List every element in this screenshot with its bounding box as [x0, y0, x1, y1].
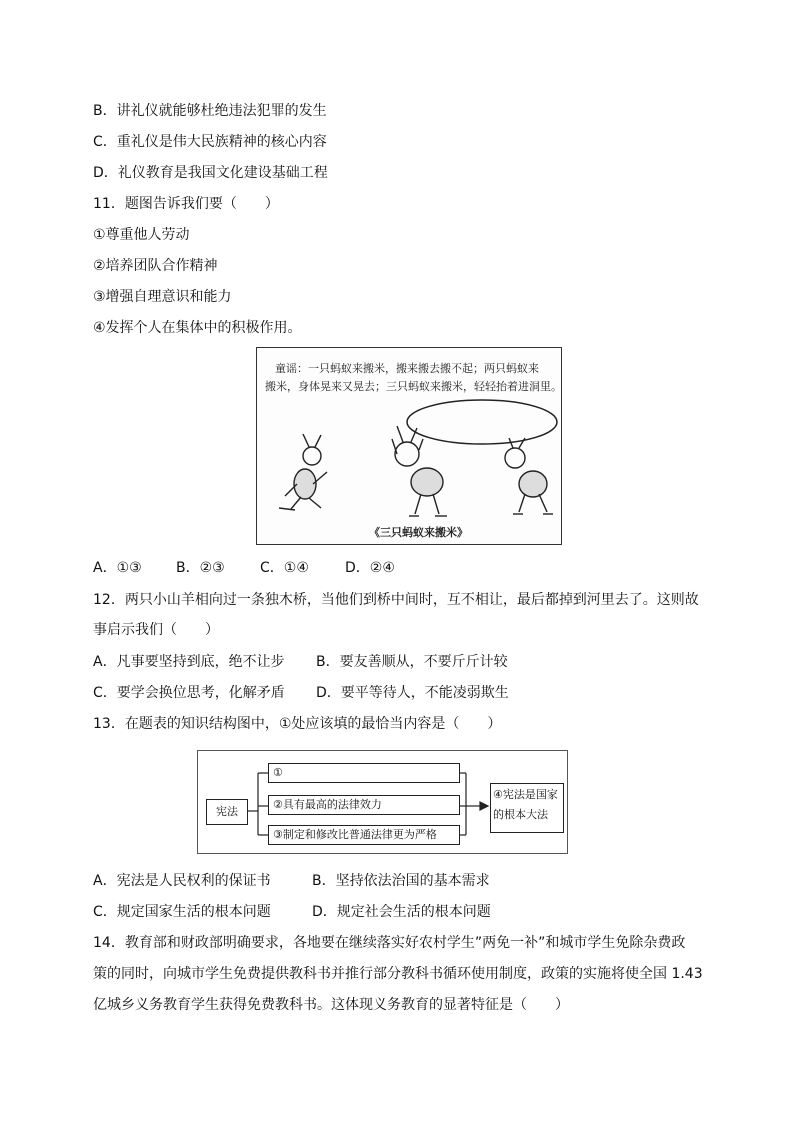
q11-option-a: A．①③: [93, 560, 142, 576]
q12-option-d: D．要平等待人，不能凌弱欺生: [316, 685, 509, 701]
diagram-result-box: [490, 783, 564, 833]
q12-option-a: A．凡事要坚持到底，绝不让步: [93, 654, 285, 670]
q12-option-c: C．要学会换位思考，化解矛盾: [93, 685, 285, 701]
q14-stem-line-2: 策的同时，向城市学生免费提供教科书并推行部分教科书循环使用制度，政策的实施将使全国 1.43: [93, 966, 703, 982]
q10-option-b: B．讲礼仪就能够杜绝违法犯罪的发生: [93, 103, 327, 119]
q10-option-c: C．重礼仪是伟大民族精神的核心内容: [93, 134, 327, 150]
q13-option-b: B．坚持依法治国的基本需求: [312, 873, 490, 889]
q10-option-d: D．礼仪教育是我国文化建设基础工程: [93, 165, 328, 181]
q12-stem-line-2: 事启示我们（ ）: [93, 622, 219, 638]
figure-caption-line-2: 搬米，身体晃来又晃去；三只蚂蚁来搬米，轻轻抬着进洞里。: [265, 380, 562, 393]
q14-stem-line-1: 14．教育部和财政部明确要求，各地要在继续落实好农村学生”两免一补”和城市学生免除杂费政: [93, 935, 686, 951]
q11-option-d: D．②④: [345, 560, 395, 576]
q11-item-4: ④发挥个人在集体中的积极作用。: [93, 320, 302, 336]
figure-caption-line-1: 童谣：一只蚂蚁来搬米，搬来搬去搬不起；两只蚂蚁来: [275, 362, 539, 375]
q11-option-c: C．①④: [260, 560, 309, 576]
diagram-result-line-1: ④宪法是国家: [493, 788, 558, 801]
q11-item-1: ①尊重他人劳动: [93, 227, 190, 243]
q12-option-b: B．要友善顺从，不要斤斤计较: [316, 654, 508, 670]
q13-option-c: C．规定国家生活的根本问题: [93, 904, 271, 920]
diagram-result-line-2: 的根本大法: [493, 808, 548, 821]
q13-option-d: D．规定社会生活的根本问题: [312, 904, 491, 920]
ant-cartoon-figure: [256, 347, 562, 545]
q14-stem-line-3: 亿城乡义务教育学生获得免费教科书。这体现义务教育的显著特征是（ ）: [93, 997, 569, 1013]
q11-stem: 11．题图告诉我们要（ ）: [93, 196, 279, 212]
knowledge-structure-diagram: [197, 750, 568, 854]
diagram-root-constitution: 宪法: [206, 799, 248, 825]
diagram-branch-3: ③制定和修改比普通法律更为严格: [268, 825, 460, 845]
diagram-branch-1: ①: [268, 763, 460, 783]
q11-item-3: ③增强自理意识和能力: [93, 289, 232, 305]
q13-stem: 13．在题表的知识结构图中，①处应该填的最恰当内容是（ ）: [93, 716, 502, 732]
ants-carrying-rice-illustration: [257, 384, 561, 544]
q13-option-a: A．宪法是人民权利的保证书: [93, 873, 271, 889]
figure-title: 《三只蚂蚁来搬米》: [369, 526, 468, 539]
q11-item-2: ②培养团队合作精神: [93, 258, 218, 274]
diagram-branch-2: ②具有最高的法律效力: [268, 795, 460, 815]
q12-stem-line-1: 12．两只小山羊相向过一条独木桥，当他们到桥中间时，互不相让，最后都掉到河里去了。这则故: [93, 592, 699, 608]
q11-option-b: B．②③: [176, 560, 225, 576]
